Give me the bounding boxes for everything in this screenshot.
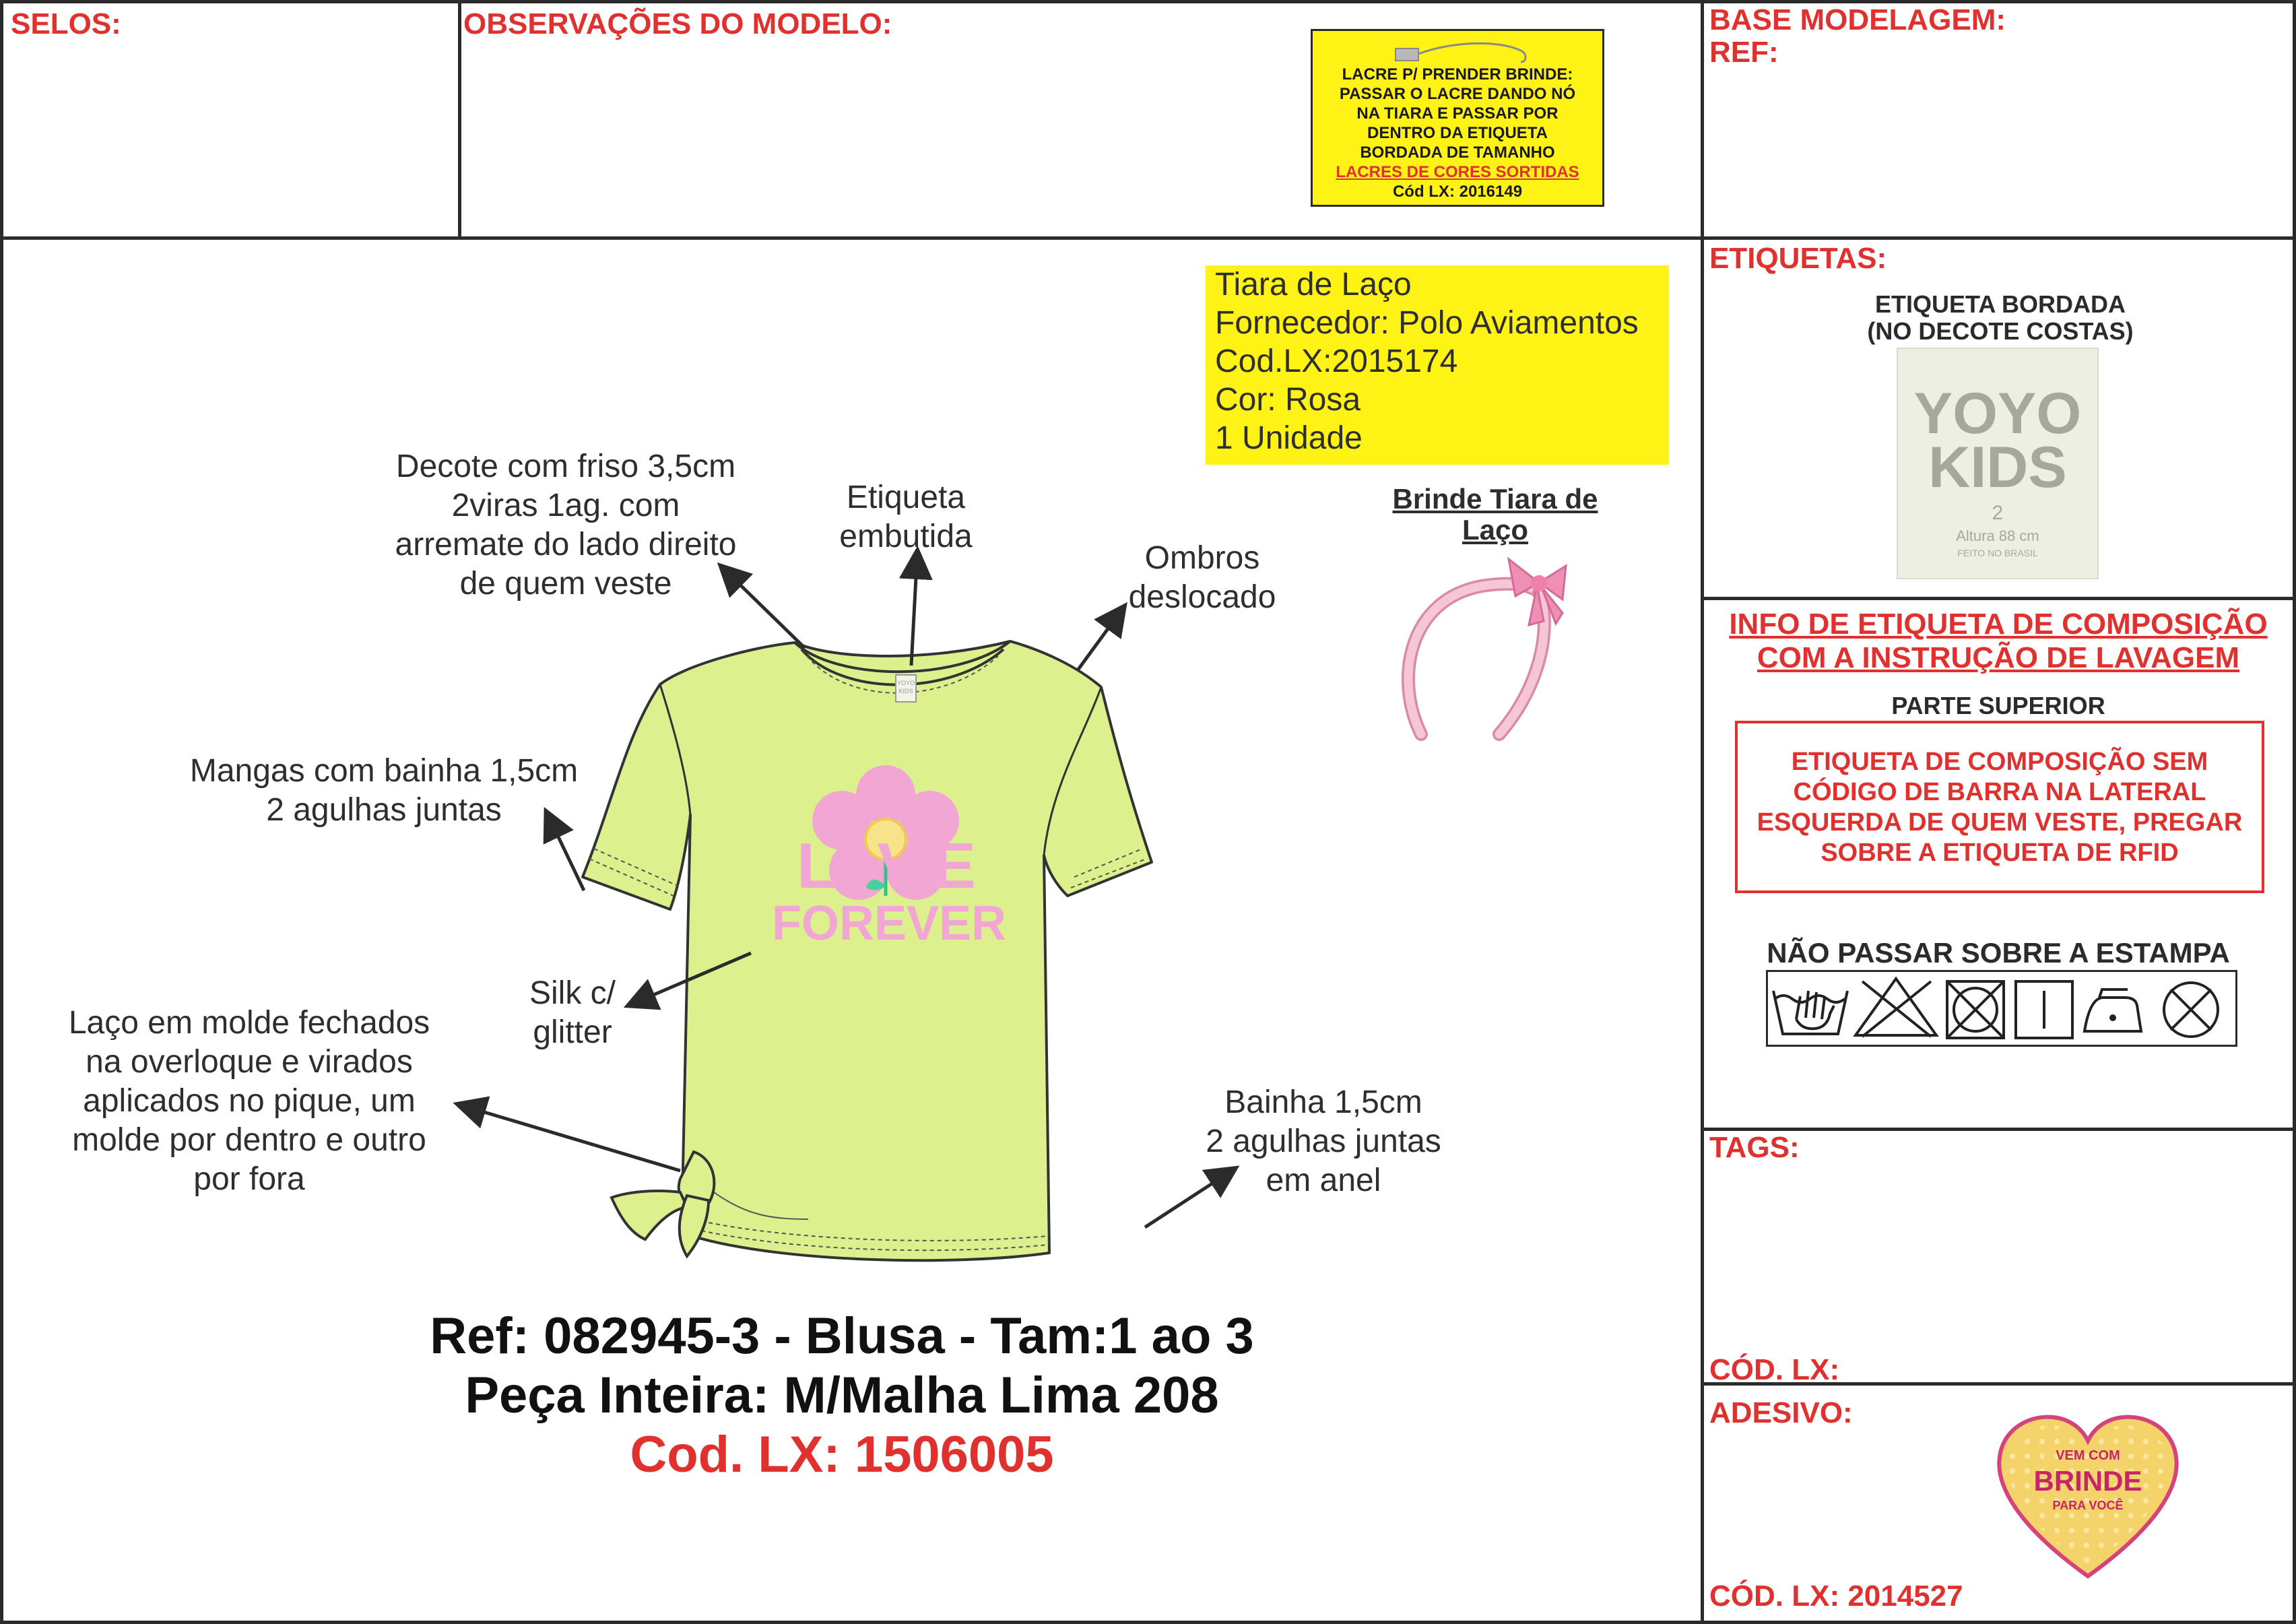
lacre-line-3: NA TIARA E PASSAR POR [1356,104,1559,123]
cod-lx-tags: CÓD. LX: [1709,1353,1840,1386]
low-iron-icon [2085,989,2141,1031]
footer-block [337,1307,1347,1485]
ref-header: REF: [1709,36,1779,69]
lacre-line-2: PASSAR O LACRE DANDO NÓ [1339,85,1576,103]
tiara-line-1: Tiara de Laço [1215,267,1412,302]
sticker-line-1: VEM COM [2056,1448,2120,1463]
label-size: 2 [1992,502,2004,524]
brinde-sticker-heart [1990,1404,2186,1583]
annotation-mangas-line-1: Mangas com bainha 1,5cm [189,753,579,789]
arrow-etiqueta [911,552,917,665]
annotation-ombros-line-1: Ombros [1144,540,1260,576]
lacre-line-5: BORDADA DE TAMANHO [1360,143,1555,162]
lacre-line-1: LACRE P/ PRENDER BRINDE: [1342,65,1573,84]
composicao-title [1707,608,2289,675]
tiara-line-3: Cod.LX:2015174 [1215,344,1458,379]
lacre-line-4: DENTRO DA ETIQUETA [1367,124,1548,142]
neck-label-line-2: KIDS [898,688,913,694]
composicao-box-line-2: CÓDIGO DE BARRA NA LATERAL [1793,778,2206,806]
arrow-laco [459,1105,680,1171]
annotation-etiqueta-line-2: embutida [839,519,973,554]
adesivo-header: ADESIVO: [1709,1396,1853,1429]
composicao-title-line-1: INFO DE ETIQUETA DE COMPOSIÇÃO [1729,608,2268,641]
tags-cell [1701,1128,2296,1386]
annotation-bainha-line-3: em anel [1266,1163,1381,1198]
observacoes-header: OBSERVAÇÕES DO MODELO: [463,7,892,40]
annotation-bainha-line-2: 2 agulhas juntas [1206,1124,1441,1159]
brinde-label: Brinde Tiara de Laço [1392,483,1598,546]
label-height: Altura 88 cm [1956,527,2039,544]
sticker-line-2: BRINDE [2033,1465,2142,1497]
tags-header: TAGS: [1709,1131,1800,1164]
annotation-laco-line-2: na overloque e virados [86,1044,413,1080]
composicao-red-box [1735,721,2264,893]
composicao-title-line-2: COM A INSTRUÇÃO DE LAVAGEM [1757,641,2240,674]
etiquetas-header: ETIQUETAS: [1709,242,1887,275]
annotation-etiqueta [808,478,1004,556]
footer-cod: Cod. LX: 1506005 [630,1426,1054,1483]
lacre-highlight: LACRES DE CORES SORTIDAS [1336,163,1579,181]
tiara-line-4: Cor: Rosa [1215,382,1361,418]
etiqueta-bordada-line-1: ETIQUETA BORDADA [1875,290,2126,318]
no-tumble-dry-icon [1947,981,2004,1038]
etiqueta-bordada-line-2: (NO DECOTE COSTAS) [1867,317,2134,345]
annotation-laco-line-5: por fora [193,1161,305,1197]
no-dry-clean-icon [2164,983,2218,1037]
annotation-decote-line-4: de quem veste [459,566,672,602]
annotation-decote-line-3: arremate do lado direito [395,527,737,562]
selos-header: SELOS: [11,7,121,40]
line-dry-icon [2016,981,2072,1038]
base-modelagem-header: BASE MODELAGEM: [1709,3,2006,36]
sticker-line-3: PARA VOCÊ [2052,1499,2124,1512]
composicao-box-line-1: ETIQUETA DE COMPOSIÇÃO SEM [1791,748,2208,776]
cod-lx-adesivo: CÓD. LX: 2014527 [1709,1580,1963,1613]
composicao-box-line-3: ESQUERDA DE QUEM VESTE, PREGAR [1757,808,2243,837]
footer-ref: Ref: 082945-3 - Blusa - Tam:1 ao 3 [430,1307,1254,1365]
annotation-silk-line-1: Silk c/ [529,975,616,1011]
tiara-line-5: 1 Unidade [1215,420,1363,456]
annotation-decote [384,447,748,604]
no-bleach-icon [1856,979,1936,1037]
arrow-silk [630,953,751,1005]
annotation-decote-line-2: 2viras 1ag. com [451,488,680,523]
print-forever: FOREVER [771,897,1007,950]
lacre-code: Cód LX: 2016149 [1392,183,1523,201]
annotation-mangas-line-2: 2 agulhas juntas [266,792,502,828]
annotation-bainha [1172,1083,1475,1200]
label-brand-line-2: KIDS [1928,435,2067,500]
annotation-etiqueta-line-1: Etiqueta [846,480,966,515]
annotation-laco-line-1: Laço em molde fechados [68,1005,430,1041]
composicao-box-line-4: SOBRE A ETIQUETA DE RFID [1821,839,2179,867]
label-brand-line-1: YOYO [1913,381,2082,446]
annotation-decote-line-1: Decote com friso 3,5cm [395,449,736,484]
tiara-line-2: Fornecedor: Polo Aviamentos [1215,305,1639,341]
annotation-ombros [1105,539,1300,617]
neck-label-line-1: YOYO [896,680,915,686]
parte-superior-label: PARTE SUPERIOR [1891,692,2105,719]
yoyo-kids-label [1897,348,2099,579]
annotation-laco [27,1004,471,1199]
etiqueta-bordada-title [1738,291,2263,345]
label-made-in: FEITO NO BRASIL [1957,548,2038,558]
print-love: L VE [797,830,988,902]
annotation-laco-line-4: molde por dentro e outro [72,1122,426,1158]
hand-wash-icon [1773,991,1847,1034]
annotation-ombros-line-2: deslocado [1128,579,1276,615]
nao-passar-label: NÃO PASSAR SOBRE A ESTAMPA [1767,937,2230,969]
footer-peca: Peça Inteira: M/Malha Lima 208 [465,1367,1219,1424]
annotation-mangas [155,752,613,830]
annotation-laco-line-3: aplicados no pique, um [83,1083,416,1119]
annotation-silk-line-2: glitter [533,1014,612,1050]
annotation-bainha-line-1: Bainha 1,5cm [1224,1084,1422,1120]
care-symbols-strip [1766,970,2237,1047]
annotation-silk [512,974,633,1052]
